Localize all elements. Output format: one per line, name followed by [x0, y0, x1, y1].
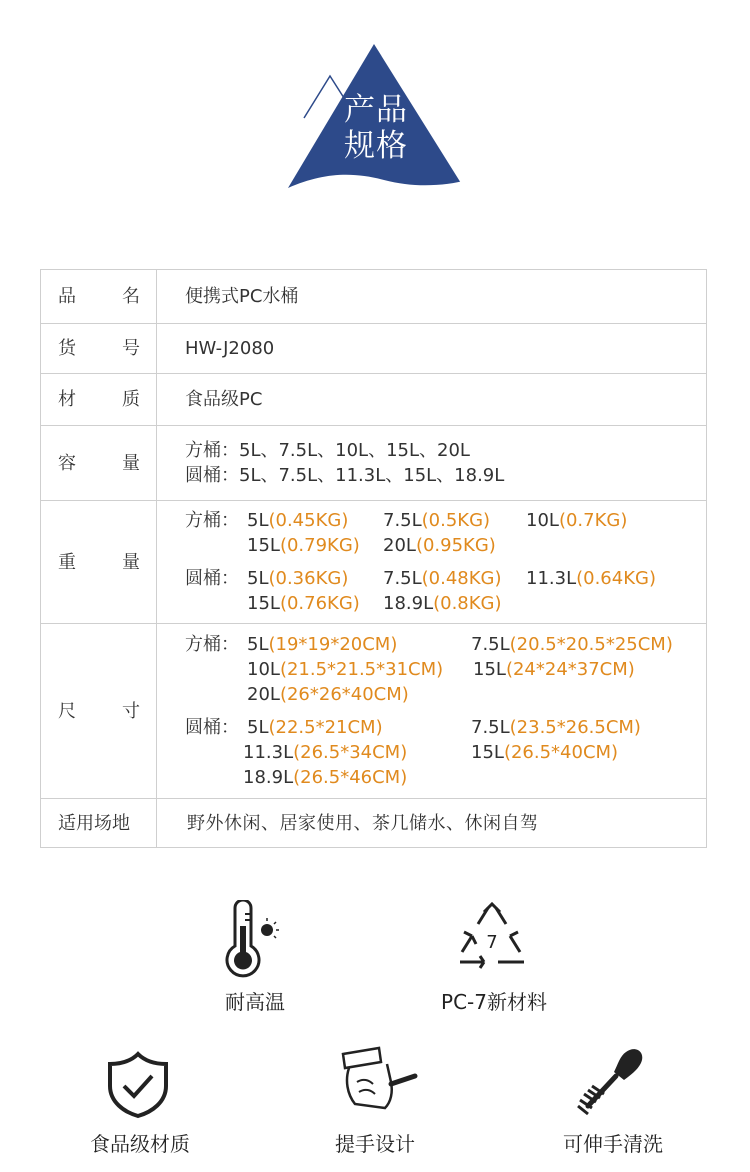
feature-label: 可伸手清洗	[563, 1132, 663, 1156]
spec-value-usage: 野外休闲、居家使用、茶几储水、休闲自驾	[157, 799, 707, 848]
spec-label: 重 量	[41, 501, 157, 624]
spec-row-weight	[41, 501, 707, 624]
recycle-icon	[454, 902, 530, 974]
weight-group-round: 圆桶： 5L(0.36KG) 7.5L(0.48KG) 11.3L(0.64KG) 15L(0.76KG) 18.9L(0.8KG)	[185, 568, 656, 614]
spec-label: 适用场地	[41, 799, 157, 848]
shield-check-icon	[106, 1050, 170, 1120]
feature-label: 提手设计	[335, 1132, 415, 1156]
spec-label: 材 质	[41, 374, 157, 426]
dimension-item: 7.5L(23.5*26.5CM)	[471, 717, 641, 738]
section-title-line2: 规格	[344, 128, 408, 164]
brush-icon	[574, 1044, 654, 1120]
thermometer-icon	[219, 900, 289, 978]
dimension-item: 15L(24*24*37CM)	[473, 659, 635, 680]
feature-food-grade	[80, 1048, 200, 1158]
spec-value-weight	[157, 501, 707, 624]
spec-row-dimension	[41, 624, 707, 799]
weight-item: 7.5L(0.5KG)	[383, 510, 491, 531]
dimension-item: 20L(26*26*40CM)	[247, 684, 409, 705]
feature-pc7-material	[424, 900, 564, 1014]
svg-text:7: 7	[486, 932, 498, 953]
weight-item: 5L(0.45KG)	[247, 510, 349, 531]
spec-row-usage	[41, 799, 707, 848]
feature-handle-design	[315, 1044, 435, 1158]
weight-item: 20L(0.95KG)	[383, 535, 496, 556]
feature-label: PC-7新材料	[441, 990, 547, 1014]
spec-value-name: 便携式PC水桶	[157, 270, 707, 324]
feature-hand-cleanable	[548, 1044, 678, 1158]
weight-item: 15L(0.79KG)	[247, 535, 360, 556]
spec-value-dimension	[157, 624, 707, 799]
section-emblem	[284, 40, 468, 200]
dimension-item: 10L(21.5*21.5*31CM)	[247, 659, 444, 680]
feature-label: 耐高温	[225, 990, 285, 1014]
spec-value-code: HW-J2080	[157, 324, 707, 374]
dimension-item: 5L(22.5*21CM)	[247, 717, 383, 738]
spec-table	[40, 269, 707, 848]
section-title-line1: 产品	[344, 92, 408, 128]
capacity-line-square: 方桶：5L、7.5L、10L、15L、20L	[185, 440, 470, 461]
feature-heat-resistant	[195, 900, 315, 1014]
weight-item: 5L(0.36KG)	[247, 568, 349, 589]
dimension-group-square: 方桶： 5L(19*19*20CM) 7.5L(20.5*20.5*25CM) 10L(21.5*21.5*31CM) 15L(24*24*37CM) 20L(26*26*40CM)	[185, 634, 673, 705]
spec-value-material: 食品级PC	[157, 374, 707, 426]
dimension-group-round: 圆桶： 5L(22.5*21CM) 7.5L(23.5*26.5CM) 11.3L(26.5*34CM) 15L(26.5*40CM) 18.9L(26.5*46CM)	[185, 717, 641, 788]
dimension-item: 18.9L(26.5*46CM)	[243, 767, 408, 788]
feature-label: 食品级材质	[90, 1132, 190, 1156]
weight-item: 15L(0.76KG)	[247, 593, 360, 614]
weight-item: 11.3L(0.64KG)	[526, 568, 656, 589]
spec-row-capacity	[41, 426, 707, 501]
spec-row-code	[41, 324, 707, 374]
dimension-item: 15L(26.5*40CM)	[471, 742, 619, 763]
spec-label: 货 号	[41, 324, 157, 374]
dimension-item: 5L(19*19*20CM)	[247, 634, 398, 655]
capacity-line-round: 圆桶：5L、7.5L、11.3L、15L、18.9L	[185, 465, 505, 486]
hand-handle-icon	[335, 1044, 419, 1116]
weight-item: 7.5L(0.48KG)	[383, 568, 502, 589]
spec-value-capacity	[157, 426, 707, 501]
spec-label: 品 名	[41, 270, 157, 324]
weight-group-square: 方桶： 5L(0.45KG) 7.5L(0.5KG) 10L(0.7KG) 15L(0.79KG) 20L(0.95KG)	[185, 510, 628, 556]
spec-row-name	[41, 270, 707, 324]
weight-item: 10L(0.7KG)	[526, 510, 628, 531]
spec-label: 容 量	[41, 426, 157, 501]
dimension-item: 7.5L(20.5*20.5*25CM)	[471, 634, 673, 655]
spec-row-material	[41, 374, 707, 426]
spec-label: 尺 寸	[41, 624, 157, 799]
weight-item: 18.9L(0.8KG)	[383, 593, 502, 614]
dimension-item: 11.3L(26.5*34CM)	[243, 742, 408, 763]
